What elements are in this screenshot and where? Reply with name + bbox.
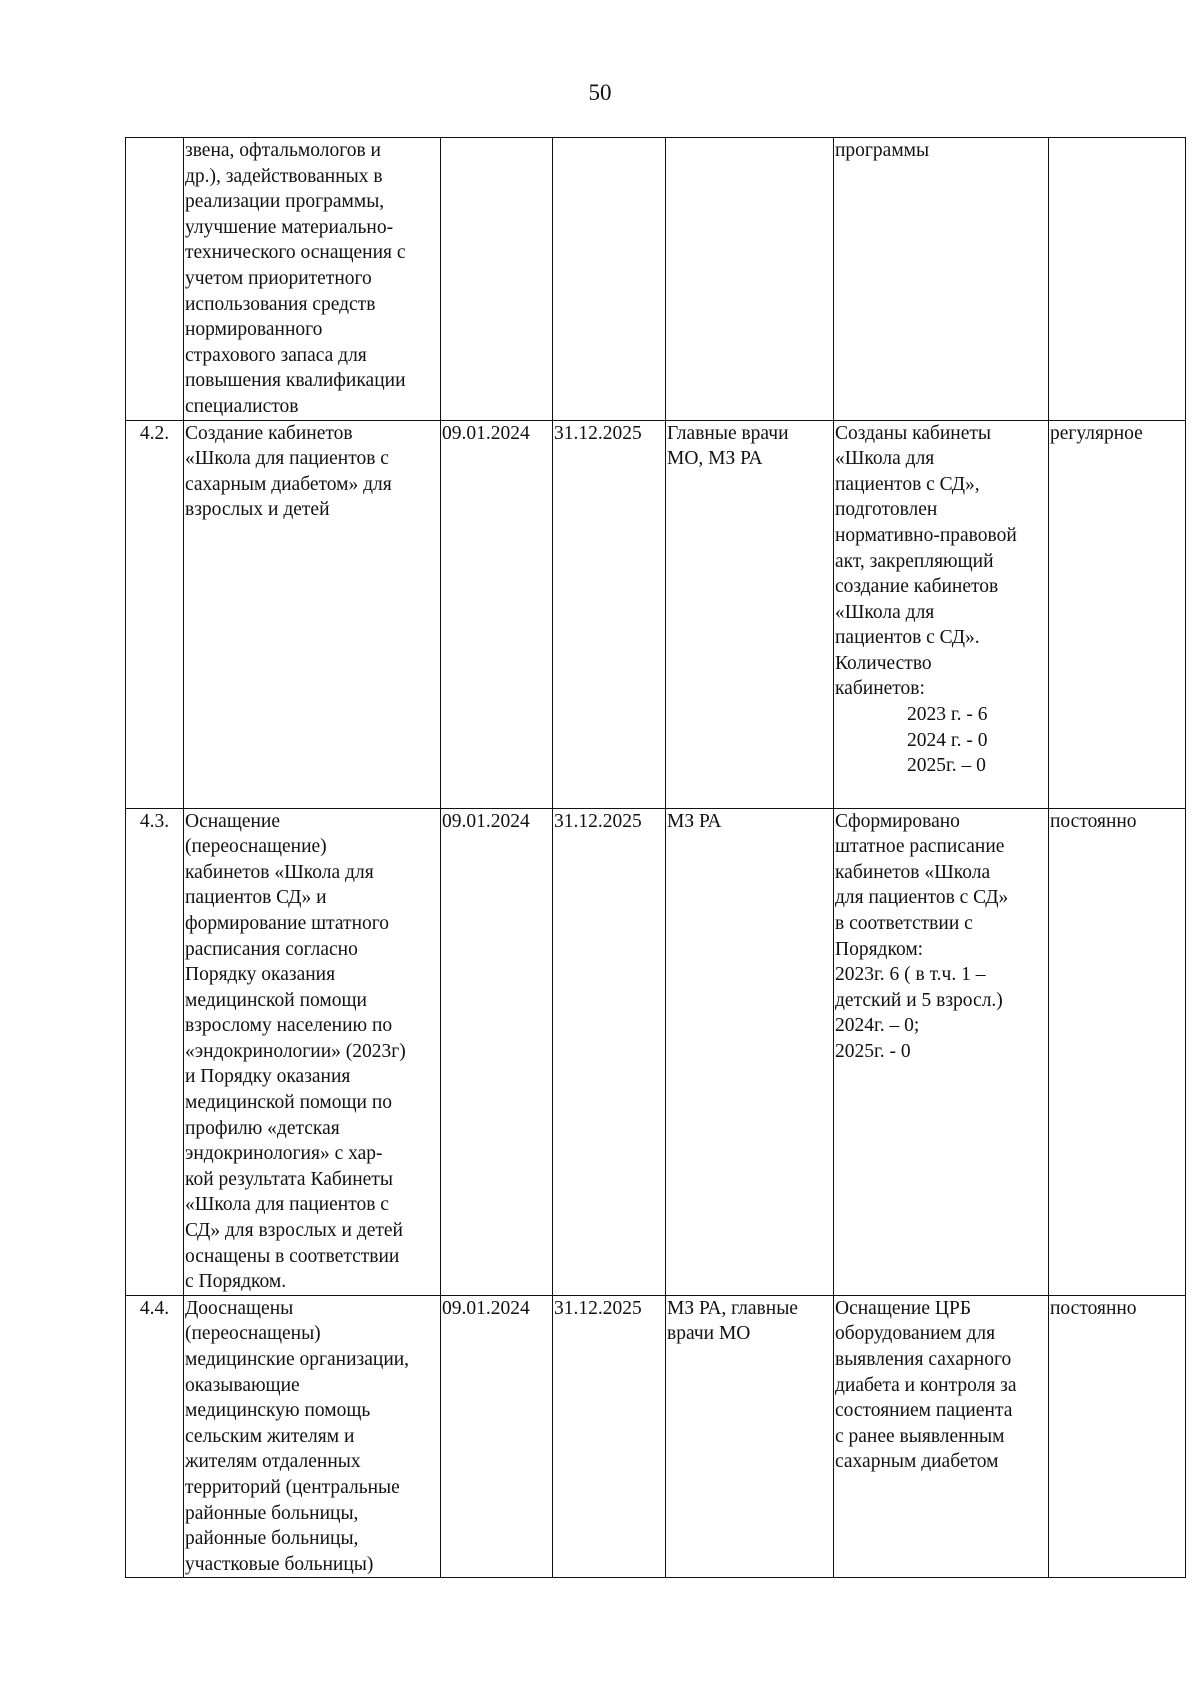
start-date-cell: [441, 138, 553, 421]
table-row: [126, 1295, 1186, 1578]
end-date-cell: 31.12.2025: [553, 808, 666, 1295]
row-number-cell: 4.4.: [126, 1295, 184, 1578]
start-date-cell: 09.01.2024: [441, 420, 553, 808]
end-date-cell: 31.12.2025: [553, 420, 666, 808]
result-text: Сформировано штатное расписание кабинетов «Школа для пациентов с СД» в соответствии с Порядком: 2023г. 6 ( в т.ч. 1 – детский и 5 взросл.) 2024г. – 0; 2025г. - 0: [835, 810, 1009, 1062]
result-text: Созданы кабинеты «Школа для пациентов с СД», подготовлен нормативно-правовой акт, закрепляющий создание кабинетов «Школа для пациентов с СД». Количество кабинетов:: [835, 422, 1017, 700]
row-number-cell: [126, 138, 184, 421]
responsible-cell: МЗ РА, главные врачи МО: [666, 1295, 834, 1578]
table-row: [126, 808, 1186, 1295]
table-row: [126, 420, 1186, 808]
activity-plan-table: [125, 137, 1186, 1578]
result-cell: [834, 1295, 1049, 1578]
end-date-cell: [553, 138, 666, 421]
task-cell: Дооснащены (переоснащены) медицинские организации, оказывающие медицинскую помощь сельским жителям и жителям отдаленных территорий (центральные районные больницы, районные больницы, участковые больницы): [184, 1295, 441, 1578]
result-cell: [834, 808, 1049, 1295]
periodicity-cell: постоянно: [1049, 1295, 1186, 1578]
row-number-cell: 4.2.: [126, 420, 184, 808]
page-number: 50: [588, 80, 612, 105]
result-cell: [834, 138, 1049, 421]
responsible-cell: Главные врачи МО, МЗ РА: [666, 420, 834, 808]
result-text: программы: [835, 140, 930, 161]
task-cell: звена, офтальмологов и др.), задействованных в реализации программы, улучшение материально- технического оснащения с учетом приоритетного использования средств нормированного страхового запаса для повышения квалификации специалистов: [184, 138, 441, 421]
result-text: Оснащение ЦРБ оборудованием для выявления сахарного диабета и контроля за состоянием пациента с ранее выявленным сахарным диабетом: [835, 1297, 1017, 1473]
periodicity-cell: регулярное: [1049, 420, 1186, 808]
responsible-cell: МЗ РА: [666, 808, 834, 1295]
periodicity-cell: постоянно: [1049, 808, 1186, 1295]
task-cell: Создание кабинетов «Школа для пациентов с сахарным диабетом» для взрослых и детей: [184, 420, 441, 808]
cabinet-counts: 2023 г. - 6 2024 г. - 0 2025г. – 0: [907, 704, 988, 777]
periodicity-cell: [1049, 138, 1186, 421]
responsible-cell: [666, 138, 834, 421]
start-date-cell: 09.01.2024: [441, 1295, 553, 1578]
start-date-cell: 09.01.2024: [441, 808, 553, 1295]
table-row: [126, 138, 1186, 421]
task-cell: Оснащение (переоснащение) кабинетов «Школа для пациентов СД» и формирование штатного расписания согласно Порядку оказания медицинской помощи взрослому населению по «эндокринологии» (2023г) и Порядку оказания медицинской помощи по профилю «детская эндокринология» с хар- кой результата Кабинеты «Школа для пациентов с СД» для взрослых и детей оснащены в соответствии с Порядком.: [184, 808, 441, 1295]
result-cell: [834, 420, 1049, 808]
row-number-cell: 4.3.: [126, 808, 184, 1295]
end-date-cell: 31.12.2025: [553, 1295, 666, 1578]
